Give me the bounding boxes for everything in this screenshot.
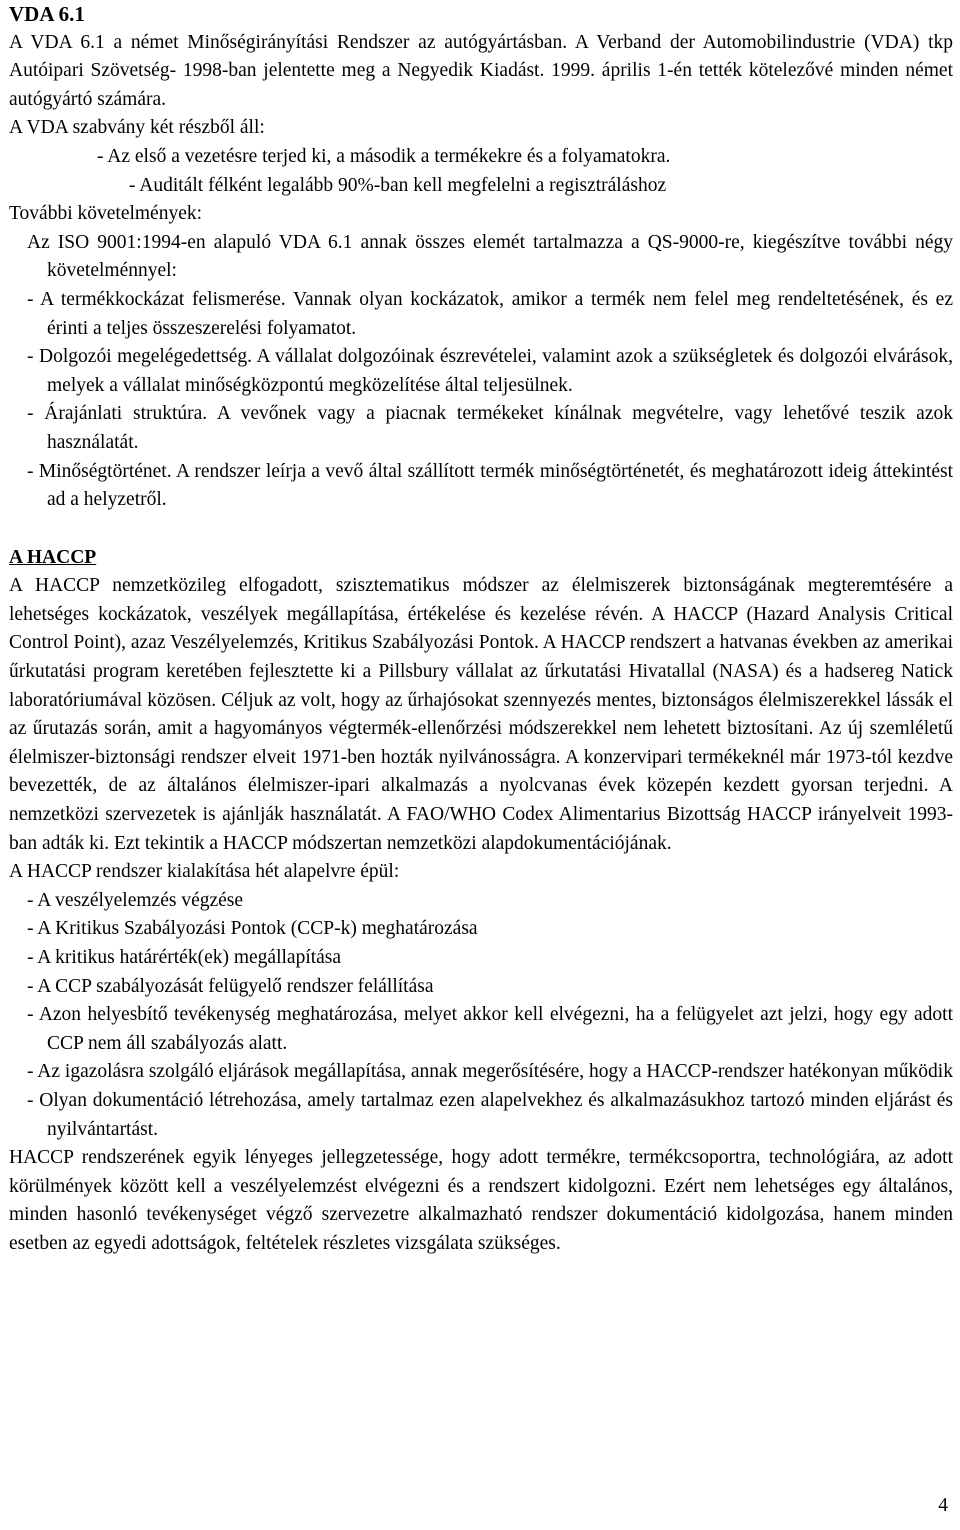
document-page [9,0,953,1259]
haccp-principle-item: - Az igazolásra szolgáló eljárások megállapítása, annak megerősítésére, hogy a HACCP-rendszer hatékonyan működik [27,1061,953,1083]
vda-part-1: - Az első a vezetésre terjed ki, a második a termékekre és a folyamatokra. [97,145,671,167]
vda-part-2: - Auditált félként legalább 90%-ban kell megfelelni a regisztráláshoz [129,174,667,196]
page-number: 4 [938,1495,948,1516]
haccp-heading: A HACCP [9,546,97,568]
vda-requirements-title: További követelmények: [9,203,203,225]
vda-requirement-item: - Árajánlati struktúra. A vevőnek vagy a piacnak termékeket kínálnak megvételre, vagy lehetővé teszik azok használatát. [27,403,953,453]
vda-heading: VDA 6.1 [9,2,85,26]
haccp-principle-item: - A Kritikus Szabályozási Pontok (CCP-k) meghatározása [27,918,478,940]
haccp-principles-lead: A HACCP rendszer kialakítása hét alapelvre épül: [9,861,400,883]
haccp-closing-paragraph: HACCP rendszerének egyik lényeges jellegzetessége, hogy adott termékre, termékcsoportra, technológiára, az adott körülmények között kell a veszélyelemzést elvégezni és a rendszert kidolgozni. Ezért nem lehetséges egy általános, minden hasonló tevékenységet végző szervezetre alkalmazható rendszer dokumentáció kidolgozása, hanem minden esetben az egyedi adottságok, feltételek részletes vizsgálata szükséges. [9,1147,953,1254]
vda-requirement-item: - A termékkockázat felismerése. Vannak olyan kockázatok, amikor a termék nem felel meg rendeltetésének, és ez érinti a teljes összeszerelési folyamatot. [27,288,953,339]
vda-requirement-item: - Dolgozói megelégedettség. A vállalat dolgozóinak észrevételei, valamint azok a szükségletek és dolgozói elvárások, melyek a vállalat minőségközpontú megközelítése által teljesülnek. [27,346,953,396]
haccp-body-paragraph: A HACCP nemzetközileg elfogadott, szisztematikus módszer az élelmiszerek biztonságának megteremtésére a lehetséges kockázatok, veszélyek megállapítása, értékelése és kezelése révén. A HACCP (Hazard Analysis Critical Control Point), azaz Veszélyelemzés, Kritikus Szabályozási Pontok. A HACCP rendszert a hatvanas években az amerikai űrkutatási program keretében fejlesztette ki a Pillsbury vállalat az űrkutatási Hivatallal (NASA) és a hadsereg Natick laboratóriumával közösen. Céljuk az volt, hogy az űrhajósokat szennyezés mentes, biztonságos élelmiszerekkel lássák el az űrutazás során, amit a hagyományos végtermék-ellenőrzési módszerekkel nem lehetett biztosítani. Az új szemléletű élelmiszer-biztonsági rendszer elveit 1971-ben hozták nyilvánosságra. A konzervipari termékeknél már 1973-tól kezdve bevezették, de az általános élelmiszer-ipari alkalmazás a nyolcvanas évek közepén kezdett gyorsan terjedni. A nemzetközi szervezetek is ajánlják használatát. A FAO/WHO Codex Alimentarius Bizottság HACCP irányelveit 1993-ban adták ki. Ezt tekintik a HACCP módszertan nemzetközi alapdokumentációjának. [9,575,953,854]
vda-requirement-item: - Minőségtörténet. A rendszer leírja a vevő által szállított termék minőségtörténetét, és meghatározott ideig áttekintést ad a helyzetről. [27,460,953,511]
vda-intro-paragraph: A VDA 6.1 a német Minőségirányítási Rendszer az autógyártásban. A Verband der Automobilindustrie (VDA) tkp Autóipari Szövetség- 1998-ban jelentette meg a Negyedik Kiadást. 1999. április 1-én tették kötelezővé minden német autógyártó számára. [9,31,953,110]
haccp-principle-item: - A CCP szabályozását felügyelő rendszer felállítása [27,975,434,997]
haccp-principle-item: - Olyan dokumentáció létrehozása, amely tartalmaz ezen alapelvekhez és alkalmazásukhoz tartozó minden eljárást és nyilvántartást. [27,1089,953,1140]
haccp-principle-item: - Azon helyesbítő tevékenység meghatározása, melyet akkor kell elvégezni, ha a felügyelet azt jelzi, hogy egy adott CCP nem áll szabályozás alatt. [27,1004,953,1054]
vda-requirements-lead: Az ISO 9001:1994-en alapuló VDA 6.1 annak összes elemét tartalmazza a QS-9000-re, kiegészítve további négy követelménnyel: [27,231,953,282]
vda-parts-lead: A VDA szabvány két részből áll: [9,117,265,139]
haccp-principle-item: - A veszélyelemzés végzése [27,889,244,911]
haccp-principle-item: - A kritikus határérték(ek) megállapítása [27,947,342,968]
